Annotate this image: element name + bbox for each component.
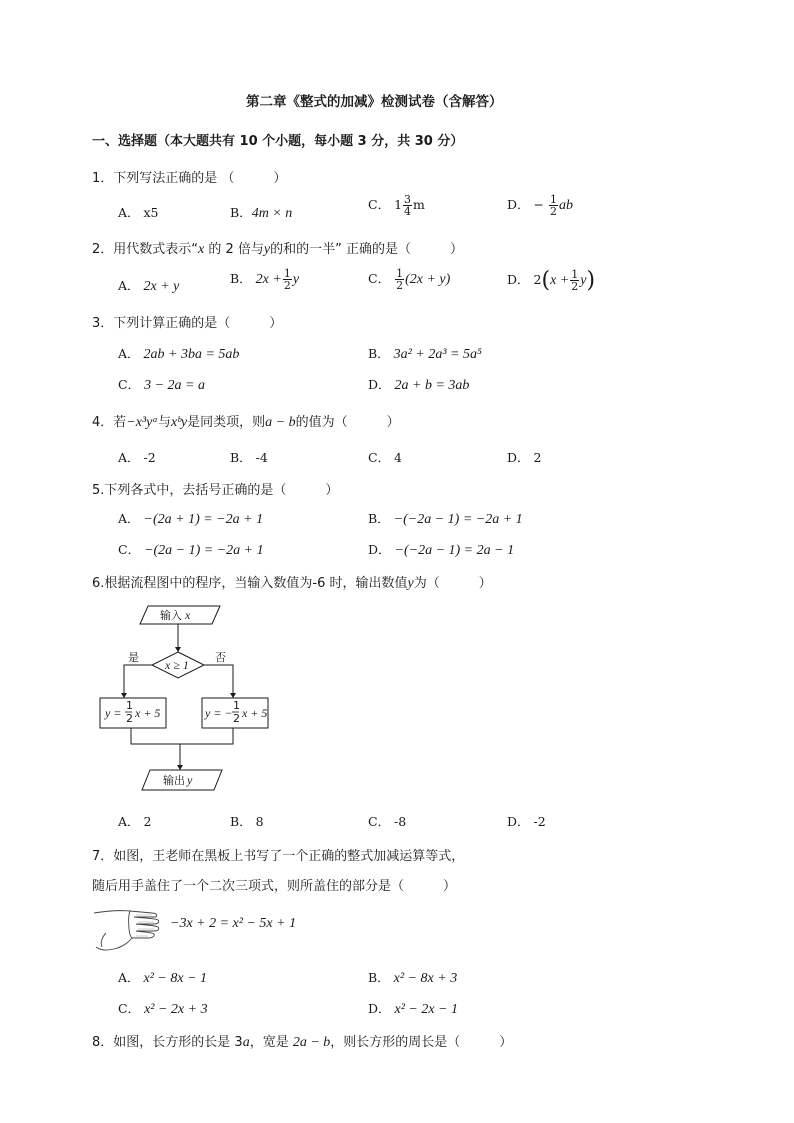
flow-yes-label: 是 xyxy=(128,651,139,664)
q4-option-b: B． -4 xyxy=(230,450,268,465)
q2-option-a: A． 2x + y xyxy=(118,278,180,294)
q4-option-d: D． 2 xyxy=(507,450,542,465)
flow-right-den: 2 xyxy=(233,712,240,725)
flow-no-label: 否 xyxy=(215,651,226,664)
q5-option-a: A． −(2a + 1) = −2a + 1 xyxy=(118,511,264,527)
question-1-stem: 1．下列写法正确的是 （ ） xyxy=(92,171,287,186)
q1-option-c: C． 1 $\frac{3}{4}$ m xyxy=(368,193,425,218)
q2-option-b: B． 2x + $\frac{1}{2}$ y xyxy=(230,267,300,292)
flow-right-rest: x + 5 xyxy=(242,706,268,720)
q7-option-b: B． x² − 8x + 3 xyxy=(368,970,458,986)
q3-option-a: A． 2ab + 3ba = 5ab xyxy=(118,346,240,362)
flow-right-num: 1 xyxy=(233,699,240,712)
question-4-stem: 4．若−x³yᵃ与xᵇy是同类项，则a − b的值为（ ） xyxy=(92,415,400,430)
q6-option-d: D． -2 xyxy=(507,814,546,829)
q6-option-b: B． 8 xyxy=(230,814,264,829)
q3-option-b: B． 3a² + 2a³ = 5a⁵ xyxy=(368,346,482,362)
question-2-stem: 2．用代数式表示“x 的 2 倍与y的和的一半” 正确的是（ ） xyxy=(92,242,464,257)
flow-input-var: x xyxy=(185,608,191,622)
flow-left-eq: y = xyxy=(105,706,122,720)
question-6-stem: 6.根据流程图中的程序，当输入数值为-6 时，输出数值y为（ ） xyxy=(92,576,492,591)
flow-output-label: 输出 xyxy=(163,774,185,787)
flow-output-var: y xyxy=(187,773,193,787)
question-7-line-1: 7．如图，王老师在黑板上书写了一个正确的整式加减运算等式， xyxy=(92,849,465,864)
flow-condition-label: x ≥ 1 xyxy=(165,658,189,672)
blackboard-equation: −3x + 2 = x² − 5x + 1 xyxy=(170,916,297,931)
page-title: 第二章《整式的加减》检测试卷（含解答） xyxy=(246,94,503,110)
q4-option-a: A． -2 xyxy=(118,450,156,465)
flowchart xyxy=(96,600,286,800)
flow-left-rest: x + 5 xyxy=(135,706,161,720)
q5-option-d: D． −(−2a − 1) = 2a − 1 xyxy=(368,542,515,558)
flow-left-den: 2 xyxy=(126,712,133,725)
q5-option-b: B． −(−2a − 1) = −2a + 1 xyxy=(368,511,523,527)
q1-option-a: A． x5 xyxy=(118,205,159,220)
flow-left-num: 1 xyxy=(126,699,133,712)
q2-option-d: D． 2(x + $\frac{1}{2}$ y) xyxy=(507,268,596,293)
question-7-line-2: 随后用手盖住了一个二次三项式，则所盖住的部分是（ ） xyxy=(92,879,457,894)
q7-option-c: C． x² − 2x + 3 xyxy=(118,1001,208,1017)
q4-option-c: C． 4 xyxy=(368,450,402,465)
q6-option-c: C． -8 xyxy=(368,814,407,829)
q7-option-d: D． x² − 2x − 1 xyxy=(368,1001,459,1017)
q2-option-c: C． $\frac{1}{2}$ (2x + y) xyxy=(368,267,451,292)
question-8-stem: 8．如图，长方形的长是 3a，宽是 2a − b，则长方形的周长是（ ） xyxy=(92,1035,513,1050)
question-3-stem: 3．下列计算正确的是（ ） xyxy=(92,316,283,331)
flow-right-eq: y = − xyxy=(205,706,233,720)
q3-option-c: C． 3 − 2a = a xyxy=(118,377,205,393)
q7-option-a: A． x² − 8x − 1 xyxy=(118,970,208,986)
flow-input-label: 输入 xyxy=(160,609,182,622)
q6-option-a: A． 2 xyxy=(118,814,152,829)
q3-option-d: D． 2a + b = 3ab xyxy=(368,377,470,393)
q1-option-d: D． − $\frac{1}{2}$ ab xyxy=(507,193,573,218)
q5-option-c: C． −(2a − 1) = −2a + 1 xyxy=(118,542,264,558)
question-5-stem: 5.下列各式中，去括号正确的是（ ） xyxy=(92,483,339,498)
q1-option-b: B．4m × n xyxy=(230,205,293,221)
section-heading: 一、选择题（本大题共有 10 个小题，每小题 3 分，共 30 分） xyxy=(92,134,464,149)
